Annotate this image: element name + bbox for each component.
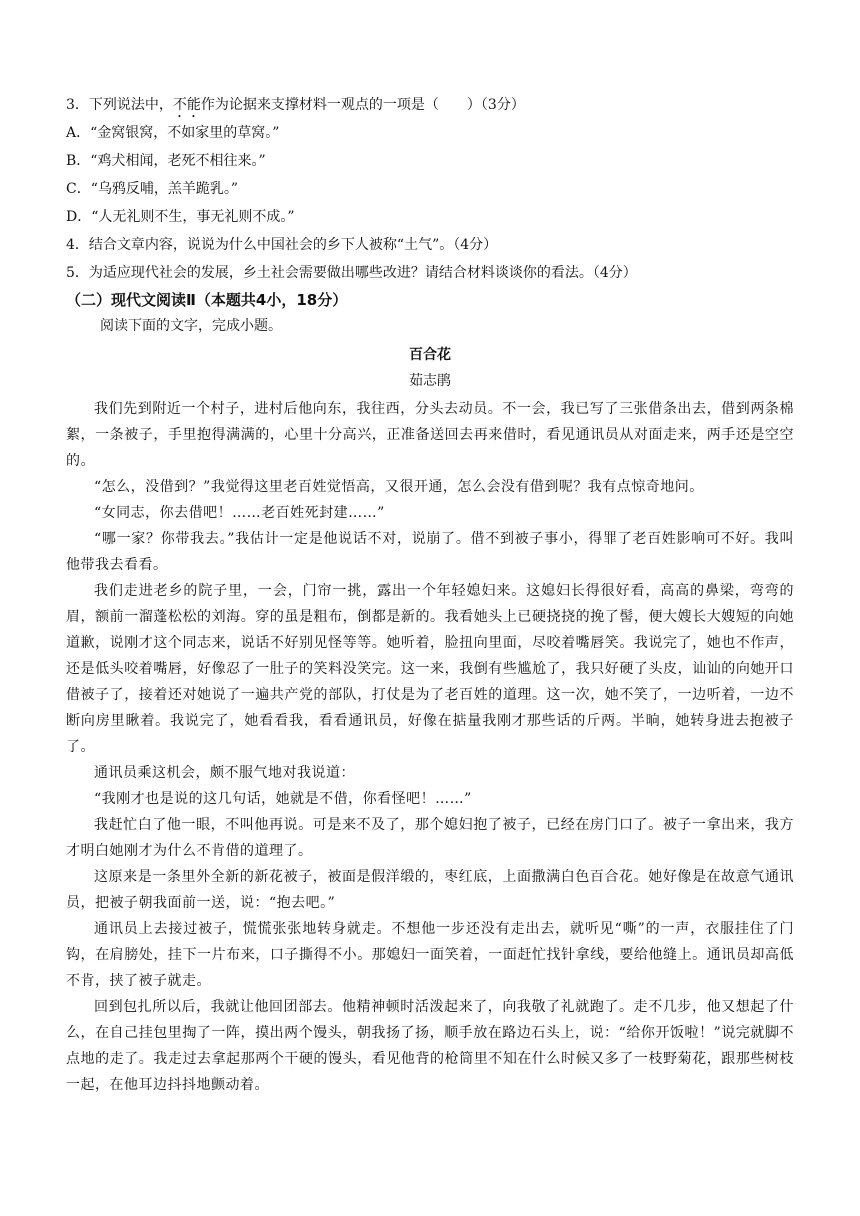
question-3-prefix: 3．下列说法中，	[66, 97, 173, 113]
question-5: 5．为适应现代社会的发展，乡土社会需要做出哪些改进？请结合材料谈谈你的看法。（4分）	[66, 265, 637, 281]
story-paragraph: “哪一家？你带我去。”我估计一定是他说话不对，说崩了。借不到被子事小，得罪了老百姓影响可不好。我叫他带我去看看。	[66, 531, 794, 573]
question-3	[66, 96, 525, 121]
story-paragraph: 通讯员乘这机会，颇不服气地对我说道：	[94, 765, 355, 781]
story-paragraph: 我们先到附近一个村子，进村后他向东，我往西，分头去动员。不一会，我已写了三张借条出去，借到两条棉絮，一条被子，手里抱得满满的，心里十分高兴，正准备送回去再来借时，看见通讯员从对面走来，两手还是空空的。	[66, 401, 794, 469]
story-paragraph: 这原来是一条里外全新的新花被子，被面是假洋缎的，枣红底，上面撒满白色百合花。她好像是在故意气通讯员，把被子朝我面前一送，说：“抱去吧。”	[66, 869, 794, 911]
question-3-suffix: 作为论据来支撑材料一观点的一项是（ ）（3分）	[200, 97, 525, 113]
story-paragraph: “怎么，没借到？”我觉得这里老百姓觉悟高，又很开通，怎么会没有借到呢？我有点惊奇地问。	[94, 479, 704, 495]
section-instruction: 阅读下面的文字，完成小题。	[100, 318, 282, 334]
story-paragraph: 我们走进老乡的院子里，一会，门帘一挑，露出一个年轻媳妇来。这媳妇长得很好看，高高的鼻梁，弯弯的眉，额前一溜蓬松松的刘海。穿的虽是粗布，倒都是新的。我看她头上已硬挠挠的挽了髻，便大嫂长大嫂短的向她道歉，说刚才这个同志来，说话不好别见怪等等。她听着，脸扭向里面，尽咬着嘴唇笑。我说完了，她也不作声，还是低头咬着嘴唇，好像忍了一肚子的笑料没笑完。这一来，我倒有些尴尬了，我只好硬了头皮，讪讪的向她开口借被子了，接着还对她说了一遍共产党的部队，打仗是为了老百姓的道理。这一次，她不笑了，一边听着，一边不断向房里瞅着。我说完了，她看看我，看看通讯员，好像在掂量我刚才那些话的斤两。半晌，她转身进去抱被子了。	[66, 583, 794, 755]
story-title: 百合花	[409, 347, 451, 363]
option-b: B．“鸡犬相闻，老死不相往来。”	[66, 153, 266, 169]
story-paragraph: “我刚才也是说的这几句话，她就是不借，你看怪吧！……”	[94, 791, 472, 807]
question-3-emphasis: 不能	[172, 97, 201, 113]
story-author: 茹志鹃	[409, 373, 451, 389]
story-paragraph: “女同志，你去借吧！……老百姓死封建……”	[94, 505, 385, 521]
question-4: 4．结合文章内容，说说为什么中国社会的乡下人被称“土气”。（4分）	[66, 237, 498, 253]
option-d: D．“人无礼则不生，事无礼则不成。”	[66, 209, 295, 225]
story-body	[66, 396, 794, 1098]
story-paragraph: 通讯员上去接过被子，慌慌张张地转身就走。不想他一步还没有走出去，就听见“嘶”的一声，衣服挂住了门钩，在肩膀处，挂下一片布来，口子撕得不小。那媳妇一面笑着，一面赶忙找针拿线，要给他缝上。通讯员却高低不肯，挟了被子就走。	[66, 921, 794, 989]
story-paragraph: 我赶忙白了他一眼，不叫他再说。可是来不及了，那个媳妇抱了被子，已经在房门口了。被子一拿出来，我方才明白她刚才为什么不肯借的道理了。	[66, 817, 794, 859]
story-paragraph: 回到包扎所以后，我就让他回团部去。他精神顿时活泼起来了，向我敬了礼就跑了。走不几步，他又想起了什么，在自己挂包里掏了一阵，摸出两个馒头，朝我扬了扬，顺手放在路边石头上，说：“给你开饭啦！”说完就脚不点地的走了。我走过去拿起那两个干硬的馒头，看见他背的枪筒里不知在什么时候又多了一枝野菊花，跟那些树枝一起，在他耳边抖抖地颤动着。	[66, 999, 794, 1093]
section-header: （二）现代文阅读Ⅱ（本题共4小，18分）	[66, 291, 348, 309]
option-c: C．“乌鸦反哺，羔羊跪乳。”	[66, 181, 239, 197]
option-a: A．“金窝银窝，不如家里的草窝。”	[66, 125, 280, 141]
